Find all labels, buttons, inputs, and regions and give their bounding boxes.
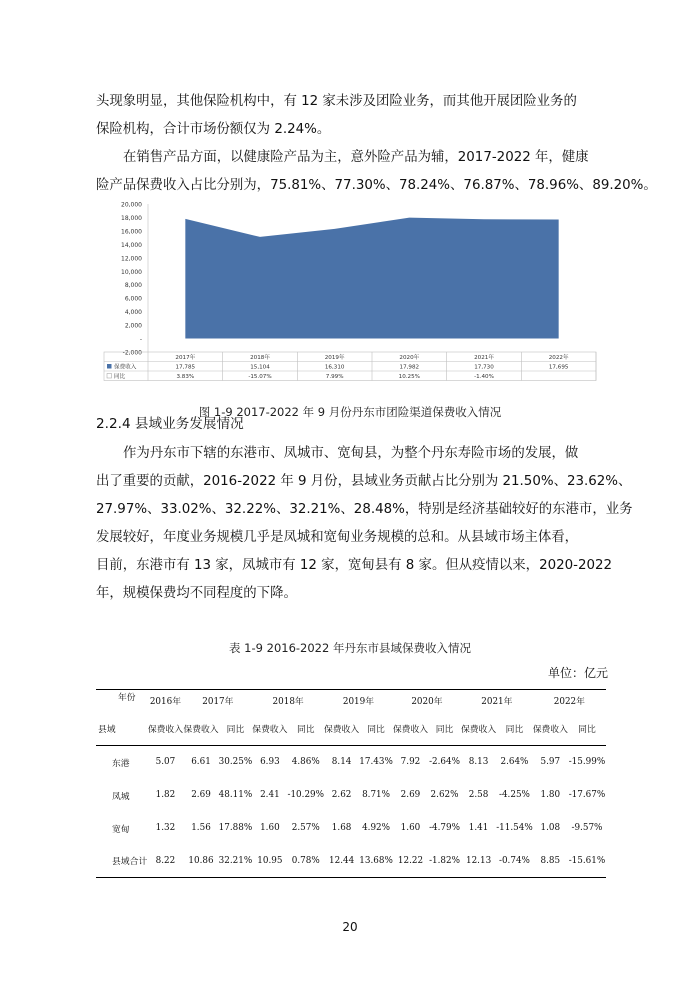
table-cell: -11.54% — [496, 823, 533, 833]
table-cell: 1.32 — [155, 823, 176, 833]
table-cell: -10.29% — [287, 790, 324, 800]
y-tick-label: 8,000 — [124, 282, 142, 290]
corner-year-label: 年份 — [118, 693, 136, 703]
table-cell: 6.61 — [191, 757, 211, 768]
y-tick-label: 20,000 — [121, 201, 142, 209]
section-heading: 2.2.4 县域业务发展情况 — [96, 416, 244, 432]
data-label: 7.99% — [325, 374, 344, 380]
table-cell: 48.11% — [218, 790, 253, 800]
data-label: -15.07% — [248, 374, 272, 380]
table-cell: 1.60 — [400, 823, 421, 833]
data-label: 17,982 — [399, 364, 420, 371]
table-cell: -4.25% — [498, 790, 530, 800]
table-cell: 12.13 — [465, 855, 492, 866]
row-county-name: 东港 — [112, 758, 130, 769]
table-row — [96, 779, 606, 812]
table-cell: -4.79% — [429, 823, 460, 833]
row-county-name: 县域合计 — [112, 857, 148, 868]
text-line: 头现象明显，其他保险机构中，有 12 家未涉及团险业务，而其他开展团险业务的 — [96, 94, 577, 109]
table-cell: 5.97 — [540, 757, 561, 768]
row-county-name: 凤城 — [112, 791, 130, 802]
legend-label: 同比 — [114, 374, 126, 380]
yoy-col-header: 同比 — [505, 724, 524, 735]
table-cell: 2.69 — [400, 790, 421, 800]
table-row — [96, 746, 606, 779]
y-tick-label: 10,000 — [121, 268, 142, 276]
paragraph-2 — [96, 144, 657, 200]
table-cell: 2.62% — [430, 790, 459, 800]
corner-county-label: 县域 — [98, 724, 116, 735]
table-cell: 1.60 — [260, 823, 280, 833]
premium-col-header: 保费收入 — [252, 724, 288, 735]
table-cell: -15.99% — [568, 757, 606, 768]
data-label: 17,730 — [474, 364, 494, 371]
year-header: 2018年 — [272, 697, 304, 708]
text-line: 发展较好，年度业务规模几乎是凤城和宽甸业务规模的总和。从县域市场主体看， — [96, 530, 579, 545]
table-cell: 6.93 — [260, 757, 280, 768]
table-cell: 8.14 — [331, 757, 352, 768]
y-tick-label: 12,000 — [121, 255, 142, 263]
table-cell: 10.95 — [257, 855, 283, 866]
text-line: 年，规模保费均不同程度的下降。 — [96, 586, 297, 601]
table-cell: 8.85 — [540, 855, 561, 866]
y-tick-label: 14,000 — [121, 241, 142, 249]
table-cell: 8.71% — [362, 790, 391, 800]
yoy-col-header: 同比 — [226, 724, 245, 735]
year-header: 2016年 — [149, 697, 181, 708]
premium-col-header: 保费收入 — [147, 724, 184, 735]
x-category-label: 2022年 — [548, 355, 569, 361]
table-cell: 17.43% — [359, 757, 393, 768]
table-cell: 12.44 — [329, 855, 355, 866]
text-line: 险产品保费收入占比分别为，75.81%、77.30%、78.24%、76.87%、78.96%、89.20%。 — [96, 178, 657, 193]
year-header: 2021年 — [481, 697, 513, 708]
table-row — [96, 845, 606, 878]
table-cell: 32.21% — [218, 855, 253, 866]
text-line: 27.97%、33.02%、32.22%、32.21%、28.48%，特别是经济基础较好的东港市，业务 — [96, 502, 633, 517]
page-number: 20 — [342, 920, 358, 934]
data-label: 15,104 — [250, 364, 270, 371]
table-cell: 2.69 — [191, 790, 211, 800]
data-label: 17,785 — [175, 364, 196, 371]
table-cell: -17.67% — [568, 790, 606, 800]
table-cell: 2.41 — [260, 790, 280, 800]
county-premium-table — [96, 689, 606, 878]
x-category-label: 2018年 — [250, 355, 270, 361]
premium-col-header: 保费收入 — [532, 724, 568, 735]
premium-col-header: 保费收入 — [183, 724, 219, 735]
premium-area — [185, 218, 558, 339]
table-cell: 13.68% — [359, 855, 393, 866]
text-line: 作为丹东市下辖的东港市、凤城市、宽甸县，为整个丹东寿险市场的发展，做 — [123, 446, 579, 461]
table-cell: 17.88% — [218, 823, 253, 833]
table-cell: 1.68 — [331, 823, 352, 833]
table-cell: -0.74% — [498, 855, 530, 866]
table-cell: -1.82% — [429, 855, 460, 866]
table-cell: -15.61% — [568, 855, 606, 866]
legend-swatch — [107, 364, 112, 369]
x-category-label: 2017年 — [175, 355, 196, 361]
y-tick-label: 2,000 — [124, 322, 142, 330]
table-cell: 7.92 — [400, 757, 421, 768]
table-cell: 1.41 — [468, 823, 489, 833]
y-tick-label: 6,000 — [124, 295, 142, 303]
yoy-col-header: 同比 — [578, 724, 596, 735]
table-cell: -2.64% — [429, 757, 460, 768]
year-header: 2019年 — [342, 697, 375, 708]
table-cell: 12.22 — [397, 855, 424, 866]
y-tick-label: 16,000 — [121, 228, 142, 236]
table-cell: 1.82 — [155, 790, 176, 800]
premium-col-header: 保费收入 — [460, 724, 497, 735]
data-label: 10.25% — [398, 374, 421, 380]
legend-label: 保费收入 — [114, 364, 137, 371]
table-cell: -9.57% — [571, 823, 603, 833]
metric-header-row — [96, 712, 606, 746]
table-cell: 4.92% — [362, 823, 391, 833]
y-tick-label: -2,000 — [122, 349, 142, 357]
year-header: 2020年 — [411, 697, 443, 708]
year-header: 2022年 — [553, 697, 585, 708]
table-cell: 30.25% — [218, 757, 253, 768]
table-cell: 1.56 — [191, 823, 211, 833]
premium-area-chart — [102, 198, 600, 388]
table-row — [96, 812, 606, 845]
text-line: 保险机构，合计市场份额仅为 2.24%。 — [96, 122, 331, 137]
legend-swatch — [107, 374, 112, 379]
table-cell: 4.86% — [291, 757, 320, 768]
table-cell: 8.13 — [468, 757, 489, 768]
yoy-col-header: 同比 — [435, 724, 454, 735]
data-label: 17,695 — [548, 364, 569, 371]
data-label: 16,310 — [324, 364, 345, 371]
y-tick-label: - — [139, 336, 142, 344]
text-line: 出了重要的贡献，2016-2022 年 9 月份，县域业务贡献占比分别为 21.50%、23.62%、 — [96, 474, 632, 489]
yoy-col-header: 同比 — [367, 724, 385, 735]
data-label: 3.83% — [176, 374, 195, 380]
table-unit: 单位：亿元 — [548, 666, 609, 680]
premium-col-header: 保费收入 — [324, 724, 360, 735]
text-line: 在销售产品方面，以健康险产品为主，意外险产品为辅，2017-2022 年，健康 — [123, 150, 589, 165]
yoy-col-header: 同比 — [296, 724, 315, 735]
paragraph-3 — [96, 440, 633, 608]
year-header: 2017年 — [202, 697, 234, 708]
x-category-label: 2019年 — [324, 355, 345, 361]
table-cell: 1.80 — [540, 790, 561, 800]
figure-caption: 图 1-9 2017-2022 年 9 月份丹东市团险渠道保费收入情况 — [198, 405, 502, 419]
year-header-row — [96, 690, 606, 712]
premium-col-header: 保费收入 — [392, 724, 429, 735]
x-category-label: 2021年 — [474, 355, 494, 361]
y-tick-label: 4,000 — [124, 309, 142, 317]
table-cell: 8.22 — [155, 855, 176, 866]
table-cell: 5.07 — [155, 757, 176, 768]
table-caption: 表 1-9 2016-2022 年丹东市县域保费收入情况 — [229, 641, 471, 655]
data-label: -1.40% — [474, 374, 494, 380]
row-county-name: 宽甸 — [112, 824, 130, 835]
table-cell: 10.86 — [188, 855, 214, 866]
y-tick-label: 18,000 — [121, 214, 142, 222]
x-category-label: 2020年 — [399, 355, 420, 361]
paragraph-1 — [96, 88, 606, 144]
table-cell: 2.64% — [500, 757, 529, 768]
table-cell: 1.08 — [540, 823, 561, 833]
table-cell: 2.57% — [291, 823, 320, 833]
table-cell: 2.62 — [331, 790, 352, 800]
text-line: 目前，东港市有 13 家，凤城市有 12 家，宽甸县有 8 家。但从疫情以来，2020-2022 — [96, 558, 613, 573]
table-cell: 0.78% — [291, 855, 320, 866]
table-cell: 2.58 — [468, 790, 489, 800]
